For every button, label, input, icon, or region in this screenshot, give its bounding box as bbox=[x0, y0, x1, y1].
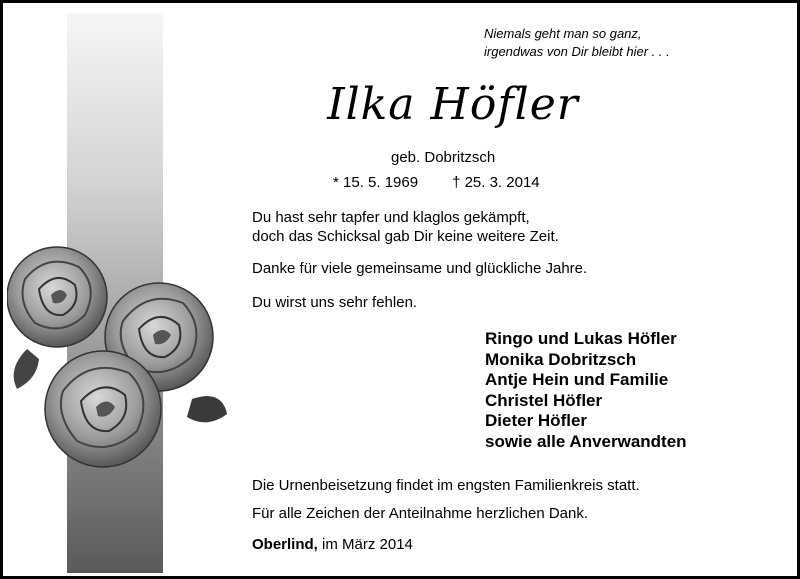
signer: sowie alle Anverwandten bbox=[485, 431, 687, 451]
quote bbox=[484, 25, 670, 61]
deceased-name: Ilka Höfler bbox=[327, 79, 579, 130]
signer: Antje Hein und Familie bbox=[485, 370, 669, 389]
signer: Monika Dobritzsch bbox=[485, 349, 637, 369]
thanks-note: Für alle Zeichen der Anteilnahme herzlichen Dank. bbox=[252, 505, 589, 522]
quote-line-1: Niemals geht man so ganz, bbox=[484, 26, 642, 41]
birth-name: geb. Dobritzsch bbox=[391, 149, 496, 166]
burial-note: Die Urnenbeisetzung findet im engsten Familienkreis statt. bbox=[252, 477, 640, 494]
message-paragraph-1 bbox=[252, 208, 559, 246]
signer: Christel Höfler bbox=[485, 390, 603, 410]
birth-date: * 15. 5. 1969 bbox=[333, 174, 419, 191]
message-line-2: doch das Schicksal gab Dir keine weitere Zeit. bbox=[252, 228, 559, 245]
message-line-4: Du wirst uns sehr fehlen. bbox=[252, 294, 418, 311]
signer: Ringo und Lukas Höfler bbox=[485, 329, 677, 348]
place: Oberlind, bbox=[252, 536, 318, 553]
roses-icon bbox=[7, 239, 229, 469]
message-line-1: Du hast sehr tapfer und klaglos gekämpft, bbox=[252, 209, 530, 226]
death-date: † 25. 3. 2014 bbox=[452, 174, 540, 191]
signer: Dieter Höfler bbox=[485, 411, 588, 430]
message-line-3: Danke für viele gemeinsame und glückliche Jahre. bbox=[252, 260, 588, 277]
life-dates bbox=[333, 174, 540, 191]
place-date bbox=[252, 535, 413, 554]
signers-list bbox=[485, 329, 687, 452]
date: im März 2014 bbox=[317, 536, 413, 553]
quote-line-2: irgendwas von Dir bleibt hier . . . bbox=[484, 44, 670, 59]
